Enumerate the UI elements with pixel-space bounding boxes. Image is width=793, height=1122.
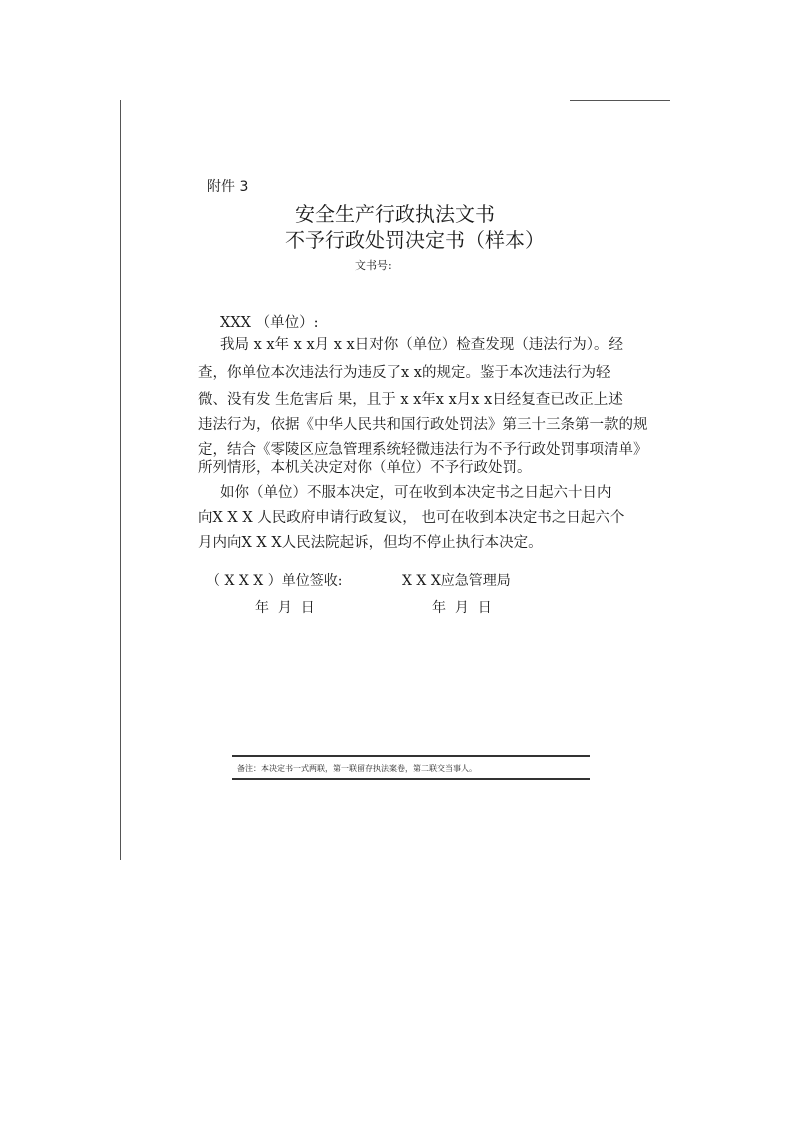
scan-border-left	[120, 100, 121, 860]
date-left: 年 月 日	[255, 600, 315, 616]
body-line: 我局 x x年 x x月 x x日对你（单位）检查发现（违法行为）。经	[220, 337, 623, 353]
body-line: 微、没有发 生危害后 果，且于 x x年x x月x x日经复查已改正上述	[198, 392, 623, 408]
scan-border-top	[570, 100, 670, 101]
document-title: 安全生产行政执法文书	[295, 202, 495, 226]
body-line: 定，结合《零陵区应急管理系统轻微违法行为不予行政处罚事项清单》	[198, 442, 648, 458]
signature-left: （ X X X ）单位签收:	[206, 573, 343, 589]
document-subtitle: 不予行政处罚决定书（样本）	[285, 228, 545, 252]
signature-right: X X X应急管理局	[402, 573, 511, 589]
doc-number-label: 文书号:	[355, 259, 392, 272]
footnote: 备注：本决定书一式两联，第一联留存执法案卷，第二联交当事人。	[237, 764, 477, 773]
footnote-bottom-rule	[232, 778, 590, 780]
body-line: 查，你单位本次违法行为违反了x x的规定。鉴于本次违法行为轻	[198, 365, 611, 381]
addressee: XXX （单位）:	[220, 315, 319, 331]
footnote-top-rule	[232, 755, 590, 757]
body-line: 违法行为，依据《中华人民共和国行政处罚法》第三十三条第一款的规	[198, 417, 648, 433]
attachment-label: 附件 3	[207, 179, 249, 195]
body-line: 如你（单位）不服本决定，可在收到本决定书之日起六十日内	[220, 485, 612, 501]
body-line: 所列情形，本机关决定对你（单位）不予行政处罚。	[198, 460, 532, 476]
body-line: 月内向X X X人民法院起诉，但均不停止执行本决定。	[198, 535, 543, 551]
date-right: 年 月 日	[432, 600, 492, 616]
body-line: 向X X X 人民政府申请行政复议， 也可在收到本决定书之日起六个	[198, 510, 625, 526]
